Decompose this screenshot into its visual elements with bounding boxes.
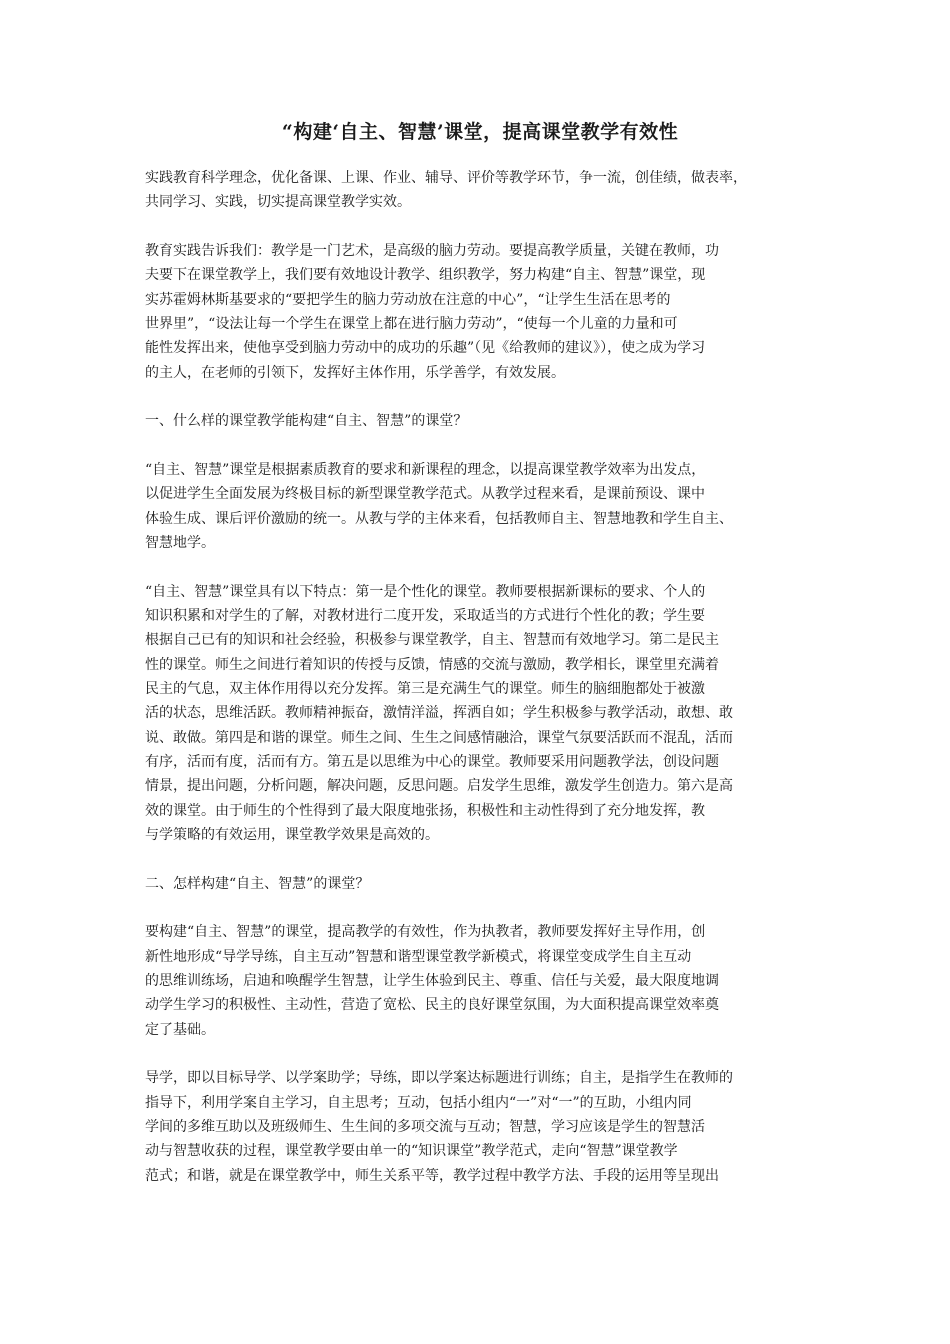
text-line: 一、什么样的课堂教学能构建“自主、智慧”的课堂？ [145,413,468,430]
text-line: 共同学习、实践，切实提高课堂教学实效。 [145,194,411,211]
text-line: 学间的多维互助以及班级师生、生生间的多项交流与互动；智慧，学习应该是学生的智慧活 [145,1119,705,1135]
document-title: “构建‘自主、智慧’课堂，提高课堂教学有效性 [281,121,679,143]
text-line: 夫要下在课堂教学上，我们要有效地设计教学、组织教学，努力构建“自主、智慧”课堂，现 [145,267,706,284]
text-line: 说、敢做。第四是和谐的课堂。师生之间、生生之间感情融洽，课堂气氛要活跃而不混乱，活而 [145,729,733,746]
text-line: 导学，即以目标导学、以学案助学；导练，即以学案达标题进行训练；自主，是指学生在教师的 [145,1070,733,1087]
text-line: 根据自己已有的知识和社会经验，积极参与课堂教学，自主、智慧而有效地学习。第二是民主 [145,632,719,649]
text-line: 活的状态，思维活跃。教师精神振奋，激情洋溢，挥洒自如；学生积极参与教学活动，敢想、敢 [145,705,733,722]
text-line: 新性地形成“导学导练，自主互动”智慧和谐型课堂教学新模式，将课堂变成学生自主互动 [145,948,692,965]
text-line: 的思维训练场，启迪和唤醒学生智慧，让学生体验到民主、尊重、信任与关爱，最大限度地调 [145,973,719,990]
text-line: 动与智慧收获的过程，课堂教学要由单一的“知识课堂”教学范式，走向“智慧”课堂教学 [145,1143,678,1160]
text-line: 知识积累和对学生的了解，对教材进行二度开发，采取适当的方式进行个性化的教；学生要 [145,608,705,625]
document-body [145,166,815,1188]
text-line: 有序，活而有度，活而有方。第五是以思维为中心的课堂。教师要采用问题教学法，创设问题 [145,753,719,770]
text-line: 民主的气息，双主体作用得以充分发挥。第三是充满生气的课堂。师生的脑细胞都处于被激 [145,681,705,698]
text-line: 与学策略的有效运用，课堂教学效果是高效的。 [145,826,439,843]
text-line: 动学生学习的积极性、主动性，营造了宽松、民主的良好课堂氛围，为大面积提高课堂效率奠 [145,997,719,1014]
text-line: 的主人，在老师的引领下，发挥好主体作用，乐学善学，有效发展。 [145,364,565,381]
paragraph [145,1066,815,1187]
text-line: 能性发挥出来，使他享受到脑力劳动中的成功的乐趣”（见《给教师的建议》），使之成为学习 [145,340,706,357]
paragraph [145,458,815,555]
paragraph [145,872,815,896]
paragraph [145,920,815,1041]
text-line: 实践教育科学理念，优化备课、上课、作业、辅导、评价等教学环节，争一流，创佳绩，做表率， [145,170,747,186]
paragraph [145,580,815,847]
text-line: 范式；和谐，就是在课堂教学中，师生关系平等，教学过程中教学方法、手段的运用等呈现出 [145,1167,719,1184]
text-line: 要构建“自主、智慧”的课堂，提高教学的有效性，作为执教者，教师要发挥好主导作用，创 [145,924,706,941]
text-line: 以促进学生全面发展为终极目标的新型课堂教学范式。从教学过程来看，是课前预设、课中 [145,486,705,503]
text-line: 性的课堂。师生之间进行着知识的传授与反馈，情感的交流与激励，教学相长，课堂里充满着 [145,656,719,673]
text-line: “自主、智慧”课堂具有以下特点：第一是个性化的课堂。教师要根据新课标的要求、个人的 [145,583,706,600]
text-line: 实苏霍姆林斯基要求的“要把学生的脑力劳动放在注意的中心”，“让学生生活在思考的 [145,291,671,308]
text-line: 世界里”，“设法让每一个学生在课堂上都在进行脑力劳动”，“使每一个儿童的力量和可 [145,315,678,332]
text-line: 定了基础。 [145,1021,215,1038]
text-line: “自主、智慧”课堂是根据素质教育的要求和新课程的理念，以提高课堂教学效率为出发点， [145,462,706,479]
text-line: 教育实践告诉我们：教学是一门艺术，是高级的脑力劳动。要提高教学质量，关键在教师，功 [145,243,719,260]
text-line: 体验生成、课后评价激励的统一。从教与学的主体来看，包括教师自主、智慧地教和学生自主、 [145,510,733,527]
text-line: 二、怎样构建“自主、智慧”的课堂？ [145,875,370,892]
paragraph [145,239,815,385]
paragraph [145,409,815,433]
paragraph [145,166,815,215]
document-page [145,118,815,1212]
text-line: 智慧地学。 [145,535,215,552]
text-line: 情景，提出问题，分析问题，解决问题，反思问题。启发学生思维，激发学生创造力。第六是高 [145,778,733,795]
text-line: 指导下，利用学案自主学习，自主思考；互动，包括小组内“一”对“一”的互助，小组内同 [145,1094,692,1111]
text-line: 效的课堂。由于师生的个性得到了最大限度地张扬，积极性和主动性得到了充分地发挥，教 [145,802,705,819]
